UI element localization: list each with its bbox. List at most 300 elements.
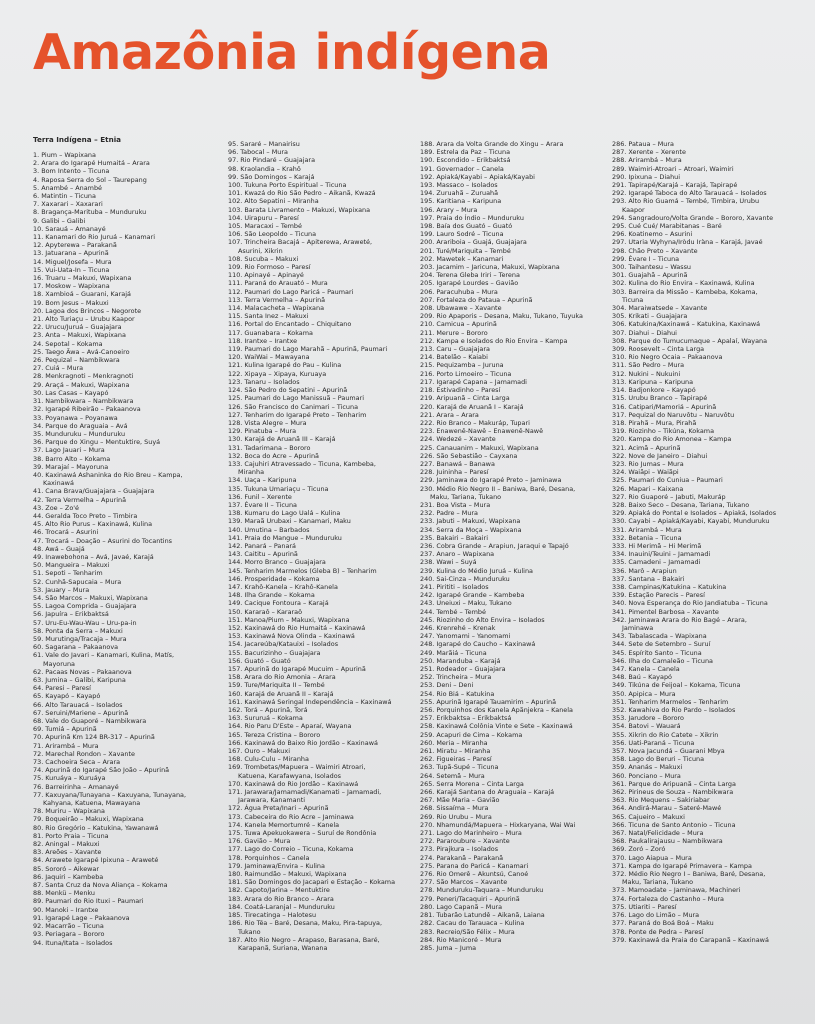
list-item: 347. Kanela – Canela: [612, 665, 680, 673]
list-item: 261. Miratu – Miranha: [420, 747, 491, 756]
list-item: 317. Pequizal do Naruvôtu – Naruvôtu: [612, 410, 735, 419]
list-item-continuation: Maku, Tariana, Tukano: [430, 492, 502, 501]
list-item: 201. Turé/Mariquita – Tembé: [420, 246, 511, 255]
list-item: 246. Krenrehé – Krenak: [420, 623, 496, 632]
list-item: 260. Meria – Miranha: [420, 738, 488, 747]
list-item-continuation: Kaxinawá: [43, 479, 74, 488]
list-item: 97. Rio Pindaré – Guajajara: [228, 156, 316, 165]
list-item: 148. Ilha Grande – Kokama: [228, 591, 315, 600]
list-item: 226. São Sebastião – Cayxana: [420, 451, 518, 460]
list-item: 8. Bragança-Marituba – Munduruku: [33, 208, 147, 217]
list-item: 103. Barata Livramento – Makuxi, Wapixana: [228, 205, 371, 214]
list-item: 119. Paumari do Lago Marahã – Apurinã, Paumari: [228, 345, 388, 354]
list-item: 76. Barreirinha – Amanayé: [33, 782, 119, 791]
list-item: 351. Tenharim Marmelos – Tenharim: [612, 697, 729, 706]
list-item: 299. Évare I – Ticuna: [612, 254, 680, 263]
list-item: 145. Tenharim Marmelos (Gleba B) – Tenharim: [228, 566, 377, 575]
list-item: 106. São Leopoldo – Ticuna: [228, 230, 317, 239]
list-item: 52. Cunhã-Sapucaia – Mura: [33, 577, 122, 586]
list-item: 353. Jarudore – Bororo: [612, 714, 684, 723]
list-item: 337. Santana – Bakairi: [612, 574, 685, 583]
list-item: 124. São Pedro do Sepatini – Apurinã: [228, 386, 348, 395]
list-item: 164. Rio Paru D'Este – Aparaí, Wayana: [228, 722, 352, 731]
list-item: 301. Guajahã – Apurinã: [612, 271, 688, 280]
list-item: 356. Uati-Paraná – Ticuna: [612, 738, 695, 747]
list-item: 70. Apurinã Km 124 BR-317 – Apurinã: [33, 733, 155, 742]
list-item: 64. Paresi – Paresí: [33, 684, 91, 693]
list-item: 224. Wedezé – Xavante: [420, 435, 496, 444]
list-item: 80. Rio Gregório – Katukina, Yawanawá: [33, 823, 159, 832]
page-title: Amazônia indígena: [33, 24, 551, 81]
list-item: 130. Karajá de Aruanã III – Karajá: [228, 435, 336, 444]
list-item: 19. Bom Jesus – Makuxi: [33, 298, 109, 307]
list-item: 133. Cajuhiri Atravessado – Ticuna, Kambeba,: [228, 459, 376, 468]
list-item: 354. Batovi – Wauará: [612, 722, 681, 731]
list-item: 93. Periagara – Bororo: [33, 930, 105, 939]
list-item: 175. Tuwa Apekuokawera – Suruí de Rondônia: [228, 829, 377, 838]
list-item: 191. Governador – Canela: [420, 164, 504, 173]
list-item: 116. Portal do Encantado – Chiquitano: [228, 320, 352, 329]
list-item: 366. Ticuna de Santo Antonio – Ticuna: [612, 820, 736, 829]
list-item: 251. Rodeador – Guajajara: [420, 665, 506, 673]
list-item: 274. Parakanã – Parakanã: [420, 853, 504, 862]
list-item: 87. Santa Cruz da Nova Aliança – Kokama: [33, 881, 168, 890]
list-item: 234. Serra da Moça – Wapixana: [420, 525, 522, 534]
list-item: 18. Xambioá – Guarani, Karajá: [33, 290, 131, 299]
list-item: 241. Pirititi – Isolados: [420, 582, 489, 591]
list-item: 160. Karajá de Aruanã II – Karajá: [228, 689, 334, 698]
list-item: 32. Igarapé Ribeirão – Pakaanova: [33, 405, 141, 414]
list-item: 159. Ture/Mariquita II – Tembé: [228, 681, 325, 690]
list-item: 295. Cué Cué/ Marabitanas – Baré: [612, 222, 722, 231]
list-item: 49. Inawebohona – Avá, Javaé, Karajá: [33, 552, 154, 561]
list-item: 170. Kaxinawá do Rio Jordão – Kaxinawá: [228, 779, 359, 788]
list-item: 190. Escondido – Erikbaktsá: [420, 156, 511, 165]
list-item: 12. Apyterewa – Parakanã: [33, 241, 117, 250]
list-item-continuation: Ticuna: [622, 295, 644, 304]
list-item: 90. Manoki – Irantxe: [33, 905, 99, 914]
list-item-continuation: Jaminawa: [622, 623, 654, 632]
list-item: 126. São Francisco do Canimari – Ticuna: [228, 402, 359, 411]
list-item: 312. Nukini – Nukuini: [612, 369, 681, 378]
list-item: 329. Apiaká do Pontal e Isolados – Apiaká, Isolados: [612, 509, 777, 518]
list-item: 308. Parque do Tumucumaque – Apalaí, Wayana: [612, 336, 768, 345]
list-item: 179. Jaminawa/Envira – Kulina: [228, 861, 325, 870]
list-item: 42. Terra Vermelha – Apurinã: [33, 495, 127, 504]
list-item: 57. Uru-Eu-Wau-Wau – Uru-pa-in: [33, 618, 137, 627]
list-item: 13. Jatuarana – Apurinã: [33, 249, 109, 258]
list-item: 6. Matintin – Ticuna: [33, 192, 96, 201]
list-item: 372. Médio Rio Negro I – Baniwa, Baré, Desana,: [612, 870, 766, 879]
list-item: 352. Kawahiva do Rio Pardo – Isolados: [612, 706, 736, 715]
list-item: 192. Apiaká/Kayabi – Apiaká/Kayabi: [420, 172, 535, 181]
list-item: 107. Trincheira Bacajá – Apiterewa, Araweté,: [228, 238, 373, 247]
list-item: 311. São Pedro – Mura: [612, 361, 685, 370]
list-item: 9. Galibi – Galibi: [33, 216, 86, 225]
list-item: 360. Ponciano – Mura: [612, 771, 681, 780]
list-item: 27. Cuiá – Mura: [33, 364, 84, 373]
list-item: 330. Cayabi – Apiaká/Kayabi, Kayabi, Munduruku: [612, 517, 770, 526]
list-item: 81. Porto Praia – Ticuna: [33, 831, 109, 840]
list-item: 111. Paraná do Arauató – Mura: [228, 279, 328, 288]
list-item: 28. Menkragnoti – Menkragnoti: [33, 372, 134, 381]
list-item: 262. Figueiras – Paresí: [420, 755, 492, 764]
list-item: 25. Taego Ãwa – Avá-Canoeiro: [33, 347, 130, 356]
list-item: 47. Trocará – Doação – Asurini do Tocantins: [33, 536, 173, 545]
list-item: 181. São Domingos do Jacapari e Estação – Kokama: [228, 878, 396, 887]
list-item: 322. Nove de Janeiro – Diahui: [612, 451, 708, 460]
list-item: 187. Alto Rio Negro – Arapaso, Barasana, Baré,: [228, 935, 380, 944]
list-item: 188. Arara da Volta Grande do Xingu – Arara: [420, 140, 564, 148]
list-item: 112. Paumari do Lago Paricá – Paumari: [228, 287, 354, 296]
list-item: 315. Urubu Branco – Tapirapé: [612, 394, 708, 403]
list-item: 105. Maracaxi – Tembé: [228, 222, 302, 231]
list-item: 68. Vale do Guaporé – Nambikwara: [33, 717, 147, 726]
list-item: 377. Paraná do Boá Boá – Maku: [612, 919, 714, 928]
list-item: 250. Maranduba – Karajá: [420, 656, 501, 665]
list-item-continuation: Miranha: [238, 468, 265, 477]
list-item: 92. Macarrão – Ticuna: [33, 922, 104, 931]
list-item-continuation: Jarawara, Kanamanti: [238, 796, 306, 805]
list-item: 233. Jabuti – Makuxi, Wapixana: [420, 517, 521, 526]
list-item: 316. Catipari/Mamoriá – Apurinã: [612, 402, 717, 411]
list-item: 358. Lago do Beruri – Ticuna: [612, 755, 705, 764]
list-item: 122. Xipaya – Xipaya, Kuruaya: [228, 369, 327, 378]
list-item: 231. Boa Vista – Mura: [420, 500, 491, 509]
list-item: 253. Deni – Deni: [420, 681, 474, 690]
list-item: 59. Murutinga/Tracaja – Mura: [33, 634, 127, 643]
list-item: 272. Pararoubure – Xavante: [420, 837, 510, 846]
list-item: 304. Maraiwatsede – Xavante: [612, 304, 708, 313]
list-item: 350. Apipica – Mura: [612, 689, 676, 698]
list-item: 46. Trocará – Asurini: [33, 528, 99, 537]
list-item: 146. Prosperidade – Kokama: [228, 574, 320, 583]
list-item: 307. Diahui – Diahui: [612, 328, 677, 337]
list-item: 78. Muriru – Wapixana: [33, 807, 105, 816]
list-item: 217. Igarapé Capana – Jamamadi: [420, 377, 527, 386]
list-item: 313. Karipuna – Karipuna: [612, 377, 694, 386]
list-item: 208. Ubawawe – Xavante: [420, 304, 502, 313]
list-item: 219. Aripuanã – Cinta Larga: [420, 394, 510, 403]
list-item: 209. Rio Apaporis – Desana, Maku, Tukano, Tuyuka: [420, 312, 583, 321]
list-item: 203. Jacamim – Jaricuna, Makuxi, Wapixana: [420, 263, 560, 272]
list-item: 96. Tabocal – Mura: [228, 148, 288, 157]
list-item: 16. Truaru – Makuxi, Wapixana: [33, 274, 132, 283]
list-item: 364. Andirá-Marau – Sateré-Mawé: [612, 804, 722, 813]
list-item: 39. Marajaí – Mayoruna: [33, 462, 109, 471]
list-item: 86. Jaquiri – Kambeba: [33, 872, 104, 881]
list-item-continuation: Kahyana, Katuena, Mawayana: [43, 799, 141, 808]
list-item: 142. Panará – Panará: [228, 541, 296, 550]
list-item: 58. Ponta da Serra – Makuxi: [33, 626, 123, 635]
list-item: 291. Tapirapé/Karajá – Karajá, Tapirapé: [612, 181, 738, 190]
list-item: 379. Kaxinawá da Praia do Carapanã – Kaxinawá: [612, 935, 769, 944]
list-item: 110. Apinayé – Apinayé: [228, 271, 304, 280]
list-item: 98. Kraolandia – Krahô: [228, 164, 301, 173]
list-item: 183. Arara do Rio Branco – Arara: [228, 894, 334, 903]
list-item: 290. Ipixuna – Diahui: [612, 172, 681, 181]
list-item: 40. Kaxinawá Ashaninka do Rio Breu – Kampa,: [33, 470, 183, 479]
list-item: 200. Arariboia – Guajá, Guajajara: [420, 238, 527, 247]
list-item-continuation: Kaapor: [622, 205, 645, 214]
list-item: 202. Mawetek – Kanamari: [420, 254, 504, 263]
list-item: 222. Rio Branco – Makuráp, Tupari: [420, 418, 530, 427]
list-item: 220. Karajá de Aruanã I – Karajá: [420, 402, 524, 411]
list-item: 67. Seruini/Mariene – Apurinã: [33, 708, 129, 717]
list-item: 305. Krikati – Guajajara: [612, 312, 688, 321]
list-item: 271. Lago do Marinheiro – Mura: [420, 829, 522, 838]
list-item: 249. Marãiá – Ticuna: [420, 648, 487, 657]
list-item: 277. São Marcos – Xavante: [420, 878, 508, 887]
list-item: 378. Ponte de Pedra – Paresí: [612, 927, 704, 936]
list-item: 33. Poyanawa – Poyanawa: [33, 413, 118, 422]
list-item: 73. Cachoeira Seca – Arara: [33, 758, 121, 767]
list-item: 346. Ilha do Camaleão – Ticuna: [612, 656, 713, 665]
list-item: 326. Mapari – Kaixana: [612, 484, 684, 493]
list-item: 236. Cobra Grande – Arapiun, Jaraqui e Tapajó: [420, 541, 569, 550]
list-item: 177. Lago do Correio – Ticuna, Kokama: [228, 845, 354, 854]
list-item: 344. Sete de Setembro – Suruí: [612, 640, 711, 649]
list-item: 248. Igarapé do Caucho – Kaxinawá: [420, 640, 536, 649]
list-item: 276. Rio Omerê – Akuntsú, Canoé: [420, 870, 529, 879]
list-item: 323. Rio Jumas – Mura: [612, 459, 684, 468]
list-item: 283. Recreio/São Félix – Mura: [420, 927, 515, 936]
list-item: 214. Batelão – Kaiabi: [420, 353, 488, 362]
list-item: 333. Hi Merimã – Hi Merimã: [612, 541, 702, 550]
list-item: 300. Taihantesu – Wassu: [612, 263, 691, 272]
list-item: 244. Tembé – Tembé: [420, 607, 486, 616]
list-item: 118. Irantxe – Irantxe: [228, 336, 298, 345]
list-item: 289. Waimiri-Atroari – Atroari, Waimiri: [612, 164, 734, 173]
list-item-continuation: Asurini, Xikrin: [238, 246, 283, 255]
list-item: 163. Sururuá – Kokama: [228, 714, 303, 723]
list-item-continuation: Maku, Tariana, Tukano: [622, 878, 694, 887]
list-item: 319. Riozinho – Tikúna, Kokama: [612, 427, 715, 436]
list-item: 150. Kararaô – Kararaô: [228, 607, 303, 616]
list-item: 69. Tumiá – Apurinã: [33, 725, 97, 734]
list-item: 123. Tanaru – Isolados: [228, 377, 300, 386]
list-item: 31. Nambikwara – Nambikwara: [33, 397, 134, 406]
list-item: 72. Marechal Rondon – Xavante: [33, 749, 135, 758]
list-item: 120. WaiWai – Mawayana: [228, 353, 310, 362]
list-item: 74. Apurinã do Igarapé São João – Apurinã: [33, 766, 170, 775]
list-item: 95. Sararé – Manairisu: [228, 140, 300, 148]
list-item: 136. Funil – Xerente: [228, 492, 292, 501]
list-item: 228. Juininha – Paresí: [420, 468, 489, 477]
list-item: 284. Rio Manicoré – Mura: [420, 935, 502, 944]
list-item: 348. Baú – Kayapó: [612, 673, 672, 682]
list-item: 167. Ouro – Makuxi: [228, 747, 290, 756]
list-item: 341. Pimentel Barbosa – Xavante: [612, 607, 719, 616]
list-item: 151. Manoa/Pium – Makuxi, Wapixana: [228, 615, 350, 624]
list-item: 278. Munduruku-Taquara – Munduruku: [420, 886, 544, 895]
list-item: 34. Parque do Araguaia – Avá: [33, 421, 128, 430]
list-item: 174. Kanela Memortumré – Kanela: [228, 820, 340, 829]
list-item: 328. Baixo Seco – Desana, Tariana, Tukano: [612, 500, 750, 509]
list-item: 20. Lagoa dos Brincos – Negorote: [33, 306, 142, 315]
list-item: 263. Tupã-Supé – Ticuna: [420, 763, 499, 772]
list-item: 269. Rio Urubu – Mura: [420, 812, 492, 821]
list-item: 149. Cacique Fontoura – Karajá: [228, 599, 329, 608]
list-item: 362. Pirineus de Souza – Nambikwara: [612, 788, 734, 797]
list-item: 297. Utaria Wyhyna/Iròdu Iràna – Karajá, Javaé: [612, 238, 763, 247]
list-item: 376. Lago do Limão – Mura: [612, 911, 700, 920]
list-item: 256. Porquinhos dos Kanela Apãnjekra – Kanela: [420, 706, 573, 715]
list-item: 77. Kaxuyana/Tunayana – Kaxuyana, Tunayana,: [33, 790, 187, 799]
column-1: [33, 151, 228, 947]
list-item: 331. Arirambá – Mura: [612, 525, 682, 534]
list-item: 10. Sarauá – Amanayé: [33, 224, 106, 233]
list-item: 296. Koatinemo – Asurini: [612, 230, 693, 239]
list-item: 243. Uneiuxi – Maku, Tukano: [420, 599, 512, 608]
list-item-continuation: Mayoruna: [43, 659, 75, 668]
list-item: 294. Sangradouro/Volta Grande – Bororo, Xavante: [612, 213, 774, 222]
list-item: 359. Ananás – Makuxi: [612, 763, 683, 772]
list-item: 309. Roosevelt – Cinta Larga: [612, 345, 705, 354]
list-item: 267. Mãe Maria – Gavião: [420, 796, 500, 805]
list-item: 189. Estrela da Paz – Ticuna: [420, 148, 511, 157]
list-item: 4. Raposa Serra do Sol – Taurepang: [33, 175, 147, 184]
list-item: 206. Paracuhuba – Mura: [420, 287, 498, 296]
list-item: 14. Miguel/Josefa – Mura: [33, 257, 112, 266]
list-item: 204. Terena Gleba Iriri – Terena: [420, 271, 520, 280]
list-item: 43. Zoe – Zo'é: [33, 503, 79, 512]
list-item: 169. Trombetas/Mapuera – Waimiri Atroari,: [228, 763, 366, 772]
list-item: 186. Rio Téa – Baré, Desana, Maku, Pira-tapuya,: [228, 919, 383, 928]
list-item: 50. Mangueira – Makuxi: [33, 561, 110, 570]
list-item: 247. Yanomami – Yanomami: [420, 632, 511, 641]
list-item: 223. Enawenê-Nawê – Enawenê-Nawê: [420, 427, 544, 436]
list-item: 144. Morro Branco – Guajajara: [228, 558, 326, 567]
list-item: 147. Krahô-Kanela – Krahô-Kanela: [228, 582, 338, 591]
list-item: 281. Tubarão Latundê – Aikanã, Laiana: [420, 911, 545, 920]
list-item: 152. Kaxinawá do Rio Humaitá – Kaxinawá: [228, 623, 366, 632]
list-item: 2. Arara do Igarapé Humaitá – Arara: [33, 159, 150, 168]
list-item: 88. Menkü – Menku: [33, 889, 96, 898]
list-item: 114. Malacacheta – Wapixana: [228, 304, 325, 313]
list-item: 182. Capoto/Jarina – Mentuktire: [228, 886, 330, 895]
list-item: 63. Jumina – Galibi, Karipuna: [33, 676, 126, 684]
list-item: 166. Kaxinawá do Baixo Rio Jordão – Kaxinawá: [228, 738, 378, 747]
list-item: 205. Igarapé Lourdes – Gavião: [420, 279, 519, 288]
list-item: 340. Nova Esperança do Rio Jandiatuba – Ticuna: [612, 599, 768, 608]
list-item: 268. Sissaíma – Mura: [420, 804, 489, 813]
list-item: 196. Arary – Mura: [420, 205, 478, 214]
list-item: 367. Natal/Felicidade – Mura: [612, 829, 704, 838]
list-item: 229. Jaminawa do Igarapé Preto – Jaminawa: [420, 476, 562, 485]
list-item: 288. Arirambá – Mura: [612, 156, 682, 165]
list-item: 155. Bacurizinho – Guajajara: [228, 648, 321, 657]
list-item: 327. Rio Guaporé – Jabuti, Makuráp: [612, 492, 726, 501]
list-item: 17. Moskow – Wapixana: [33, 282, 110, 291]
list-item: 137. Évare II – Ticuna: [228, 500, 297, 509]
list-item: 65. Kayapó – Kayapó: [33, 692, 101, 701]
list-item: 230. Médio Rio Negro II – Baniwa, Baré, Desana,: [420, 484, 576, 493]
list-item: 135. Tukuna Umariaçu – Ticuna: [228, 484, 329, 493]
column-3: [420, 140, 620, 952]
list-item: 369. Zoró – Zoró: [612, 845, 666, 854]
list-item: 45. Alto Rio Purus – Kaxinawá, Kulina: [33, 520, 153, 529]
list-item: 131. Tadarimana – Bororo: [228, 443, 311, 452]
list-item: 55. Lagoa Comprida – Guajajara: [33, 602, 137, 611]
list-item: 242. Igarapé Grande – Kambeba: [420, 591, 525, 600]
list-item: 48. Awá – Guajá: [33, 544, 85, 553]
list-item: 89. Paumari do Rio Ituxi – Paumari: [33, 897, 144, 906]
list-item: 83. Areões – Xavante: [33, 848, 102, 857]
list-item: 237. Anaro – Wapixana: [420, 550, 495, 559]
list-item: 218. Estivadinho – Paresí: [420, 386, 501, 395]
list-item: 138. Kumaru do Lago Ualá – Kulina: [228, 509, 341, 518]
list-item-continuation: Karapanã, Suriana, Wanana: [238, 943, 328, 952]
list-item: 161. Kaxinawá Seringal Independência – Kaxinawá: [228, 697, 392, 706]
list-item: 121. Kulina Igarapé do Pau – Kulina: [228, 361, 342, 370]
list-item: 335. Camadeni – Jamamadi: [612, 558, 701, 567]
list-item: 232. Padre – Mura: [420, 509, 479, 518]
list-item: 334. Inauini/Teuini – Jamamadi: [612, 550, 711, 559]
list-item: 225. Canauanim – Makuxi, Wapixana: [420, 443, 539, 452]
list-item: 215. Pequizamba – Juruna: [420, 361, 504, 370]
list-item: 108. Sucuba – Makuxi: [228, 254, 299, 263]
list-item-continuation: Tukano: [238, 927, 261, 936]
list-item: 38. Barro Alto – Kokama: [33, 454, 111, 463]
list-item: 117. Guanabara – Kokama: [228, 328, 313, 337]
list-item: 143. Caititu – Apurinã: [228, 550, 298, 559]
list-item: 273. Pirajkura – Isolados: [420, 845, 499, 854]
list-header: Terra Indígena – Etnia: [33, 135, 122, 144]
list-item: 193. Massaco – Isolados: [420, 181, 498, 190]
list-item: 338. Campinas/Katukina – Katukina: [612, 582, 727, 591]
list-item: 180. Raimundão – Makuxi, Wapixana: [228, 870, 347, 879]
list-item: 310. Rio Negro Ocaia – Pakaanova: [612, 353, 723, 362]
list-item-continuation: Katuena, Karafawyana, Isolados: [238, 771, 342, 780]
list-item: 210. Camicua – Apurinã: [420, 320, 497, 329]
list-item: 245. Riozinho do Alto Envira – Isolados: [420, 615, 545, 624]
list-item: 30. Las Casas – Kayapó: [33, 388, 109, 397]
list-item: 127. Tenharim do Igarapé Preto – Tenharim: [228, 410, 367, 419]
list-item: 168. Culu-Culu – Miranha: [228, 755, 309, 764]
list-item: 239. Kulina do Médio Juruá – Kulina: [420, 566, 533, 575]
list-item: 125. Paumari do Lago Manissuã – Paumari: [228, 394, 365, 403]
list-item: 26. Pequizal – Nambikwara: [33, 356, 120, 365]
list-item: 162. Torá – Apurinã, Torá: [228, 706, 308, 715]
list-item: 75. Kuruáya – Kuruáya: [33, 774, 106, 783]
list-item: 221. Arara – Arara: [420, 410, 479, 419]
list-item: 178. Porquinhos – Canela: [228, 853, 310, 862]
list-item: 199. Lauro Sodré – Ticuna: [420, 230, 504, 239]
list-item: 184. Coatá-Laranjal – Munduruku: [228, 902, 335, 911]
list-item: 134. Uaça – Karipuna: [228, 476, 297, 485]
column-4: [612, 140, 812, 944]
list-item: 324. Waiãpi – Waiãpi: [612, 468, 679, 477]
list-item: 60. Sagarana – Pakaanova: [33, 643, 119, 652]
list-item: 212. Kampa e Isolados do Rio Envira – Kampa: [420, 336, 568, 345]
list-item: 235. Bakairi – Bakairi: [420, 533, 488, 542]
list-item: 128. Vista Alegre – Mura: [228, 418, 307, 427]
list-item: 3. Bom Intento – Ticuna: [33, 167, 110, 176]
list-item: 370. Lago Aiapua – Mura: [612, 853, 692, 862]
list-item: 197. Praia do Índio – Munduruku: [420, 213, 524, 222]
list-item: 216. Porto Limoeiro – Ticuna: [420, 369, 512, 378]
list-item: 325. Paumari do Cuniua – Paumari: [612, 476, 723, 485]
list-item: 375. Utiariti – Paresí: [612, 902, 677, 911]
list-item: 154. Jacareúba/Katauixi – Isolados: [228, 640, 339, 649]
list-item: 35. Munduruku – Munduruku: [33, 429, 126, 438]
list-item: 22. Urucu/Juruá – Guajajara: [33, 323, 122, 332]
list-item: 115. Santa Inez – Makuxi: [228, 312, 309, 321]
list-item: 153. Kaxinawá Nova Olinda – Kaxinawá: [228, 632, 355, 641]
list-item: 270. Nhamundá/Mapuera – Hixkaryana, Wai Wai: [420, 820, 576, 829]
list-item: 157. Apurinã do Igarapé Mucuim – Apurinã: [228, 665, 366, 673]
